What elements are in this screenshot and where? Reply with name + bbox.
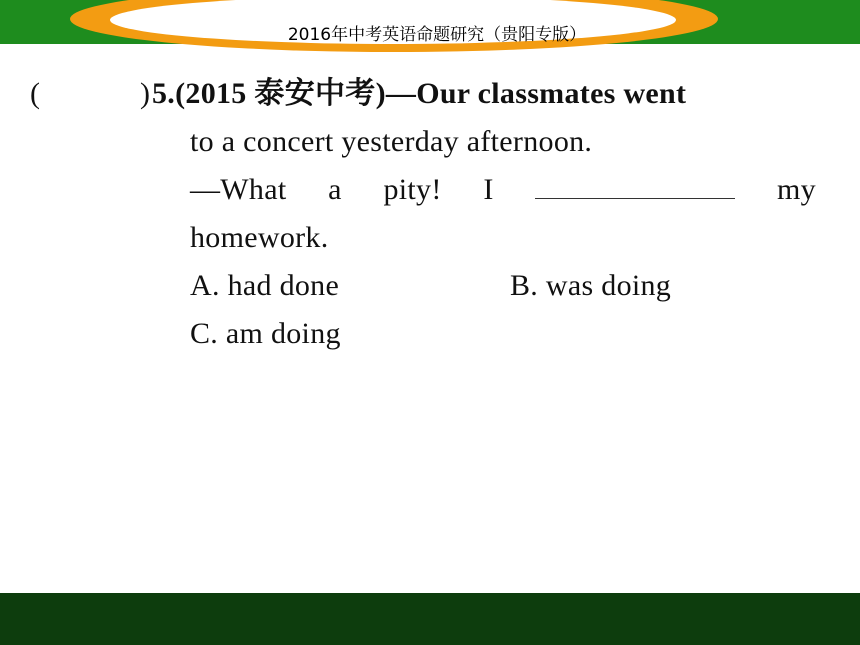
question-line-2 [30,118,820,166]
options-row-2 [30,310,820,358]
options-row-1 [30,262,820,310]
dialogue-b-after: my [777,173,816,206]
question-number: 5. [152,77,176,110]
dialogue-b-word: pity! [383,173,442,206]
question-block [30,70,820,358]
option-a: A. had done [190,269,340,302]
option-c: C. am doing [190,317,341,350]
header-title: 2016年中考英语命题研究（贵阳专版） [287,25,587,45]
dialogue-b-word: I [483,173,494,206]
option-b: B. was doing [510,269,672,302]
question-line-3 [30,166,820,214]
question-line-4 [30,214,820,262]
answer-paren-open: ( [30,77,41,110]
dialogue-a-part2: to a concert yesterday afternoon. [190,125,593,158]
answer-paren-close: ) [140,77,151,110]
dialogue-a-part1: —Our classmates went [385,77,687,110]
answer-blank [535,168,735,199]
dialogue-b-end: homework. [190,221,329,254]
dialogue-b-line [190,166,816,214]
question-number-line [152,70,686,118]
question-source: (2015 泰安中考) [175,77,386,110]
footer-bar [0,593,860,645]
dialogue-b-word: —What [190,173,287,206]
question-line-1 [30,70,820,118]
dialogue-b-word: a [328,173,342,206]
